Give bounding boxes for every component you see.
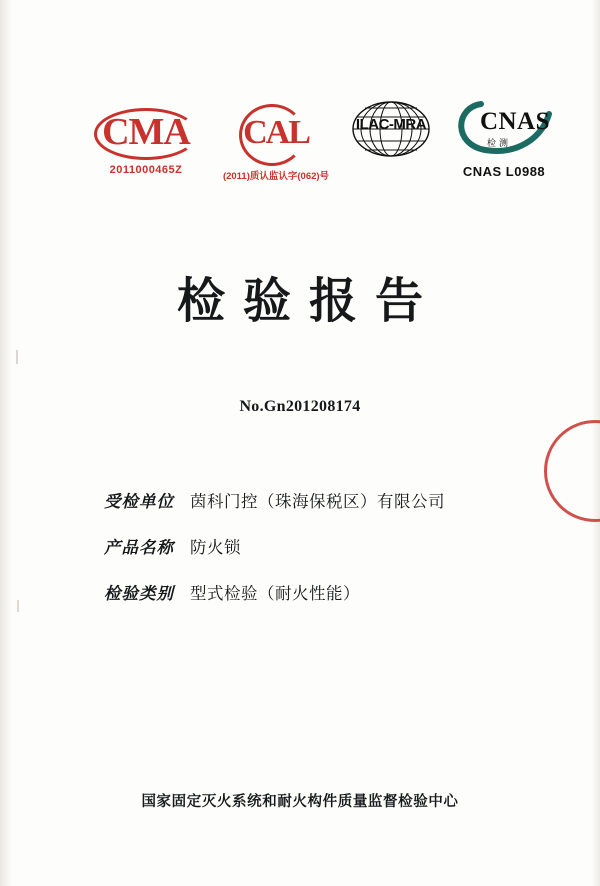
cnas-sub-text: 检测	[487, 138, 512, 148]
ma-mark-icon	[94, 106, 198, 158]
field-value-product-name: 防火锁	[190, 538, 241, 557]
ma-code-text: 2011000465Z	[109, 164, 183, 176]
ilac-mra-text: ILAC-MRA	[355, 116, 427, 133]
field-row	[104, 488, 524, 512]
field-label-product-name: 产品名称	[104, 538, 174, 557]
field-value-inspection-type: 型式检验（耐火性能）	[190, 584, 360, 603]
scan-artifact-mark	[17, 600, 19, 612]
issuing-organization: 国家固定灭火系统和耐火构件质量监督检验中心	[141, 794, 459, 810]
red-stamp-arc	[544, 420, 600, 522]
ilac-mra-logo	[336, 96, 446, 162]
certification-logo-row	[0, 96, 600, 206]
field-label-inspected-unit: 受检单位	[104, 492, 174, 511]
ma-mark-text: CMA	[102, 111, 190, 153]
cnas-code-text: CNAS L0988	[462, 164, 546, 179]
cnas-text: CNAS	[479, 108, 551, 135]
report-number: No.Gn201208174	[239, 398, 361, 415]
cal-code-text: (2011)质认监认字(062)号	[222, 171, 330, 182]
ilac-mra-mark-icon	[343, 96, 439, 162]
cnas-mark-icon	[445, 96, 563, 162]
cal-mark-icon	[237, 102, 315, 164]
cnas-logo	[434, 96, 574, 179]
field-value-inspected-unit: 茵科门控（珠海保税区）有限公司	[190, 492, 445, 511]
field-row	[104, 534, 524, 558]
cal-logo	[216, 102, 336, 182]
cal-mark-text: CAL	[243, 114, 309, 151]
page-title: 检验报告	[176, 273, 441, 329]
report-fields	[104, 488, 524, 626]
field-label-inspection-type: 检验类别	[104, 584, 174, 603]
ma-logo	[86, 106, 206, 176]
field-row	[104, 580, 524, 604]
scan-artifact-mark	[16, 350, 18, 364]
